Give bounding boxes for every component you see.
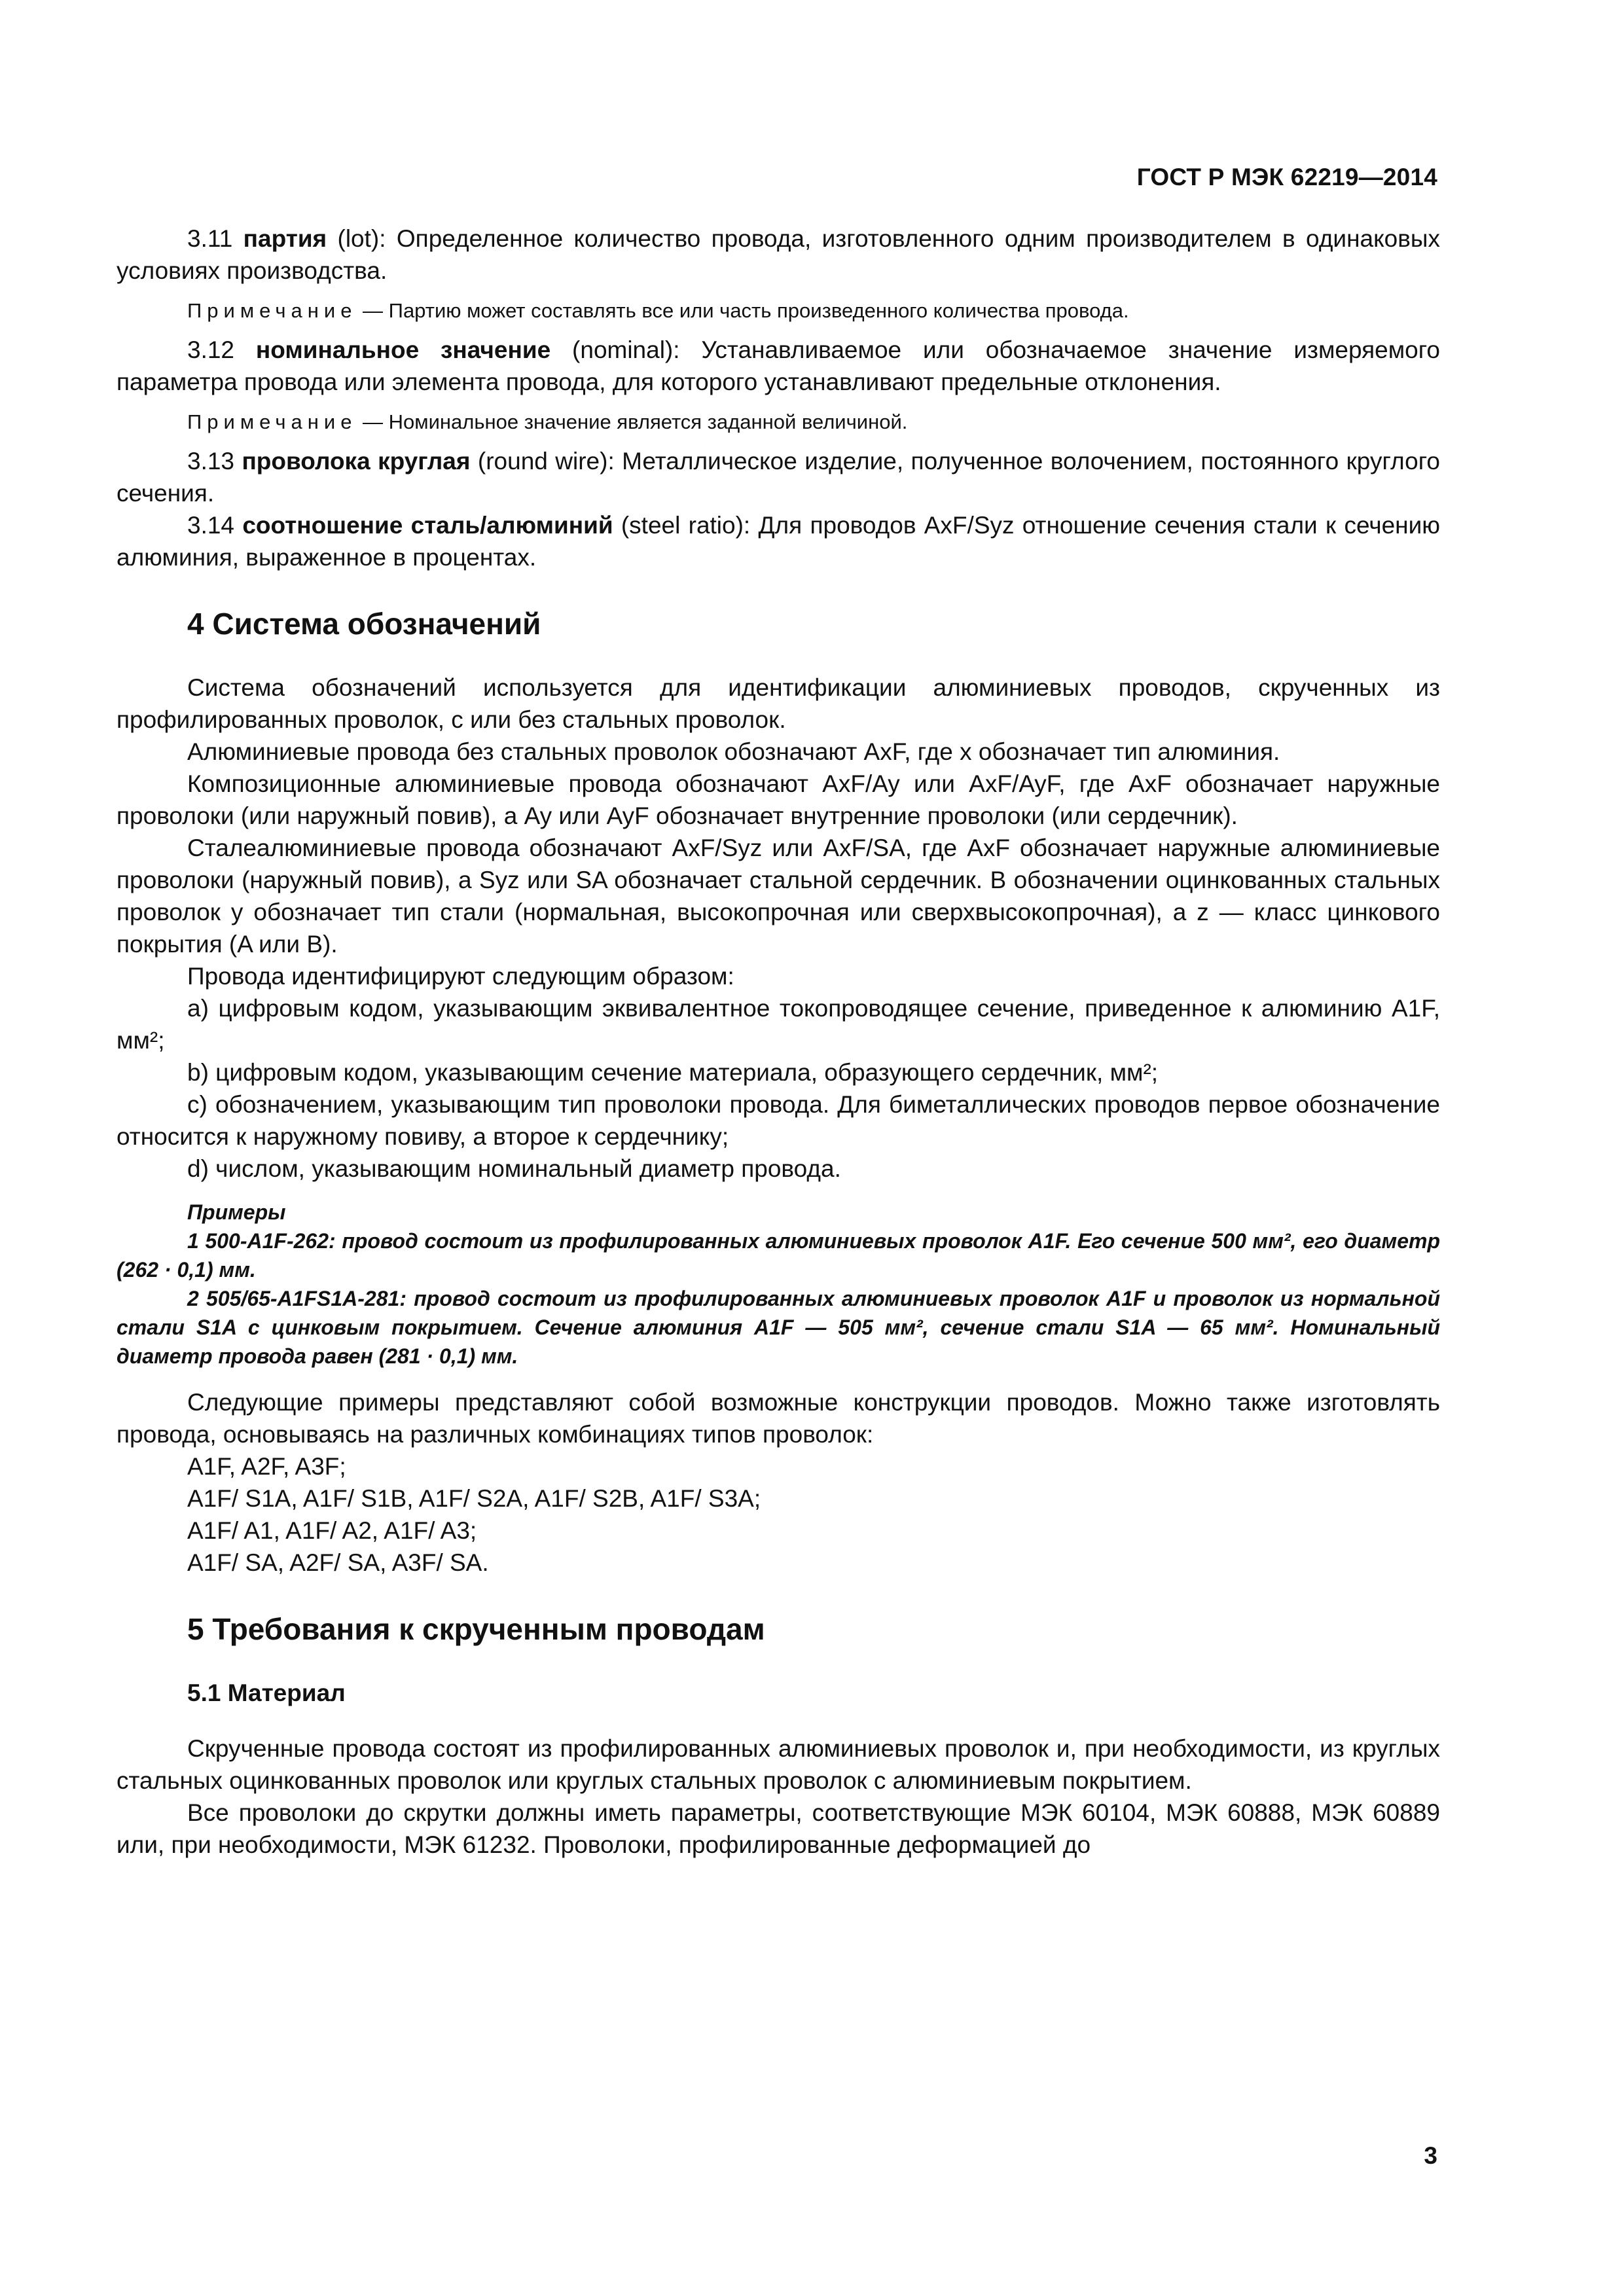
paragraph: Сталеалюминиевые провода обозначают AxF/Syz или AxF/SA, где AxF обозначает наружные алюминиевые проволоки (наружный повив), а Syz или SA обозначает стальной сердечник. В обозначении оцинкованных стальных проволок y обозначает тип стали (нормальная, высокопрочная или сверхвысокопрочная), а z — класс цинкового покрытия (A или B). bbox=[117, 834, 1440, 958]
subsection-5-1-title: 5.1 Материал bbox=[187, 1679, 346, 1706]
paragraph: Скрученные провода состоят из профилированных алюминиевых проволок и, при необходимости, из круглых стальных оцинкованных проволок или круглых стальных проволок с алюминиевым покрытием. bbox=[117, 1735, 1440, 1794]
combo-item: A1F/ A1, A1F/ A2, A1F/ A3; bbox=[187, 1517, 477, 1544]
combo-item: A1F/ SA, A2F/ SA, A3F/ SA. bbox=[187, 1549, 489, 1576]
combo-item: A1F, A2F, A3F; bbox=[187, 1453, 346, 1480]
term-name: проволока круглая bbox=[242, 448, 471, 475]
example-item: 1 500-A1F-262: провод состоит из профилированных алюминиевых проволок A1F. Его сечение 500 мм², его диаметр (262 · 0,1) мм. bbox=[117, 1229, 1440, 1282]
note bbox=[117, 297, 1440, 325]
list-item: d) числом, указывающим номинальный диаметр провода. bbox=[187, 1155, 841, 1182]
term-number: 3.13 bbox=[187, 448, 235, 475]
term-name: партия bbox=[243, 225, 327, 252]
list-item: c) обозначением, указывающим тип проволоки провода. Для биметаллических проводов первое обозначение относится к наружному повиву, а второе к сердечнику; bbox=[117, 1091, 1440, 1150]
paragraph: Алюминиевые провода без стальных проволок обозначают AxF, где x обозначает тип алюминия. bbox=[187, 738, 1280, 765]
term-3-11 bbox=[117, 223, 1440, 287]
term-number: 3.14 bbox=[187, 512, 235, 539]
section-5-title: 5 Требования к скрученным проводам bbox=[187, 1612, 765, 1646]
paragraph: Все проволоки до скрутки должны иметь параметры, соответствующие МЭК 60104, МЭК 60888, МЭК 60889 или, при необходимости, МЭК 61232. Проволоки, профилированные деформацией до bbox=[117, 1799, 1440, 1858]
note-label: Примечание bbox=[187, 299, 357, 322]
term-definition: (nominal): Устанавливаемое или обозначаемое значение измеряемого параметра провода или элемента провода, для которого устанавливают предельные отклонения. bbox=[117, 336, 1441, 395]
examples-heading: Примеры bbox=[187, 1200, 286, 1224]
page-content bbox=[117, 223, 1440, 1861]
paragraph: Система обозначений используется для идентификации алюминиевых проводов, скрученных из профилированных проволок, с или без стальных проволок. bbox=[117, 674, 1440, 733]
list-item: a) цифровым кодом, указывающим эквивалентное токопроводящее сечение, приведенное к алюминию A1F, мм²; bbox=[117, 995, 1440, 1054]
combo-item: A1F/ S1A, A1F/ S1B, A1F/ S2A, A1F/ S2B, A1F/ S3A; bbox=[187, 1485, 761, 1512]
example-item: 2 505/65-A1FS1A-281: провод состоит из профилированных алюминиевых проволок A1F и проволок из нормальной стали S1A с цинковым покрытием. Сечение алюминия A1F — 505 мм², сечение стали S1A — 65 мм². Номинальный диаметр провода равен (281 · 0,1) мм. bbox=[117, 1287, 1440, 1368]
term-number: 3.11 bbox=[187, 225, 233, 252]
note bbox=[117, 408, 1440, 436]
page-number: 3 bbox=[1424, 2142, 1437, 2169]
section-4-title: 4 Система обозначений bbox=[187, 607, 541, 641]
term-name: номинальное значение bbox=[255, 336, 551, 363]
note-text: — Номинальное значение является заданной величиной. bbox=[357, 410, 908, 433]
term-3-12 bbox=[117, 334, 1440, 398]
term-number: 3.12 bbox=[187, 336, 235, 363]
document-header-id: ГОСТ Р МЭК 62219—2014 bbox=[1136, 164, 1437, 190]
term-name: соотношение сталь/алюминий bbox=[242, 512, 613, 539]
term-definition: (lot): Определенное количество провода, изготовленного одним производителем в одинаковых условиях производства. bbox=[117, 225, 1441, 284]
term-definition: (steel ratio): Для проводов AxF/Syz отношение сечения стали к сечению алюминия, выраженное в процентах. bbox=[117, 512, 1441, 571]
paragraph: Провода идентифицируют следующим образом: bbox=[187, 963, 734, 990]
list-item: b) цифровым кодом, указывающим сечение материала, образующего сердечник, мм²; bbox=[187, 1059, 1159, 1086]
paragraph: Композиционные алюминиевые провода обозначают AxF/Ay или AxF/AyF, где AxF обозначает наружные проволоки (или наружный повив), а Ay или AyF обозначает внутренние проволоки (или сердечник). bbox=[117, 770, 1440, 829]
note-label: Примечание bbox=[187, 410, 357, 433]
term-3-14 bbox=[117, 509, 1440, 573]
term-definition: (round wire): Металлическое изделие, полученное волочением, постоянного круглого сечения. bbox=[117, 448, 1440, 507]
paragraph: Следующие примеры представляют собой возможные конструкции проводов. Можно также изготовлять провода, основываясь на различных комбинациях типов проволок: bbox=[117, 1389, 1440, 1448]
note-text: — Партию может составлять все или часть произведенного количества провода. bbox=[357, 299, 1129, 322]
term-3-13 bbox=[117, 445, 1440, 509]
